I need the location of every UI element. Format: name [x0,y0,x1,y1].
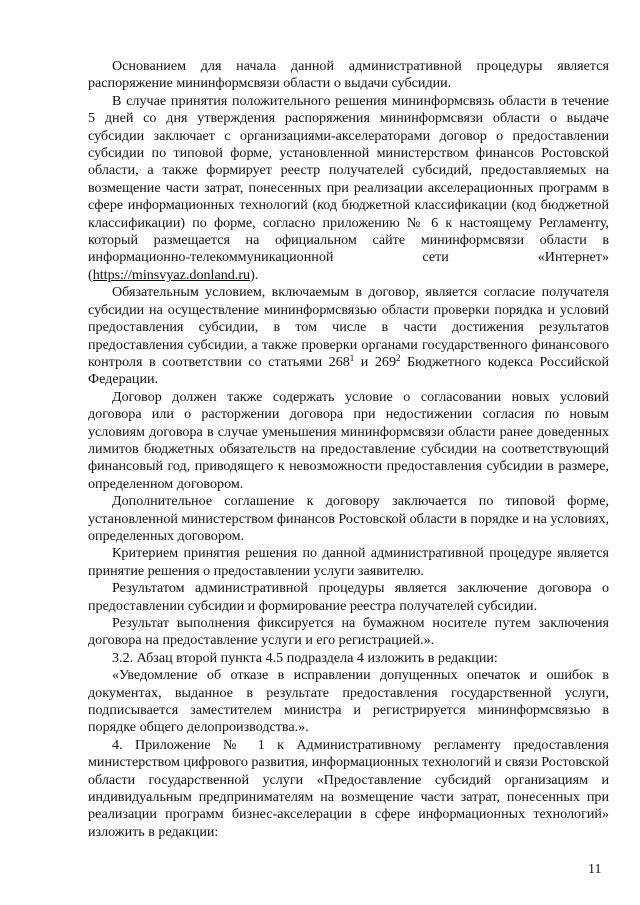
paragraph-positive-decision-tail: ). [250,266,259,283]
paragraph-procedure-result: Результатом административной процедуры является заключение договора о предоставлении субсидии и формирование реестра получателей субсидии. [88,580,609,614]
paragraph-positive-decision-text: В случае принятия положительного решения мининформсвязь области в течение 5 дней со дня утверждения распоряжения мининформсвязи области о выдаче субсидии заключает с организациями-акселераторами договор о предоставлении субсидии по типовой форме, установленной министерством финансов Ростовской области, а также формирует реестр получателей субсидий, предоставляемых на возмещение части затрат, понесенных при реализации акселерационных программ в сфере информационных технологий (код бюджетной классификации (код бюджетной классификации) по форме, согласно приложению № 6 к настоящему Регламенту, который размещается на официальном сайте мининформсвязи области в информационно-телекоммуникационной сети «Интернет» ( [88,92,609,283]
page-number: 11 [588,862,602,877]
paragraph-mandatory-condition-text: Обязательным условием, включаемым в договор, является согласие получателя субсидии на осуществление мининформсвязью области проверки порядка и условий предоставления субсидии, в том числе в части достижения результатов предоставления субсидии, а также проверки органами государственного финансового контроля в соответствии со статьями 268 [88,284,609,370]
paragraph-decision-criterion: Критерием принятия решения по данной административной процедуре является принятие решения о предоставлении услуги заявителю. [88,545,609,579]
paragraph-result-recording: Результат выполнения фиксируется на бумажном носителе путем заключения договора на предоставление услуги и его регистрацией.». [88,615,609,649]
paragraph-refusal-notice: «Уведомление об отказе в исправлении допущенных опечаток и ошибок в документах, выданное в результате предоставления государственной услуги, подписывается заместителем министра и регистрируется мининформсвязью в порядке общего делопроизводства.». [88,667,609,736]
paragraph-item-4: 4. Приложение № 1 к Административному регламенту предоставления министерством цифрового развития, информационных технологий и связи Ростовской области государственной услуги «Предоставление субсидий организациям и индивидуальным предпринимателям на возмещение части затрат, понесенных при реализации программ бизнес-акселерации в сфере информационных технологий» изложить в редакции: [88,736,609,840]
paragraph-mandatory-condition-tail: Бюджетного кодекса Российской Федерации. [88,353,610,388]
paragraph-mandatory-condition [88,284,609,388]
article-superscript-2: 2 [396,352,401,363]
paragraph-positive-decision [88,93,609,284]
article-superscript-1: 1 [349,352,355,363]
document-body [88,58,609,841]
paragraph-contract-conditions: Договор должен также содержать условие о согласовании новых условий договора или о расторжении договора при недостижении согласия по новым условиям договора в случае уменьшения мининформсвязи области ранее доведенных лимитов бюджетных обязательств на предоставление субсидии на соответствующий финансовый год, приводящего к невозможности предоставления субсидии в размере, определенном договором. [88,388,609,492]
paragraph-basis: Основанием для начала данной административной процедуры является распоряжение мининформсвязи области о выдачи субсидии. [88,58,609,92]
paragraph-additional-agreement: Дополнительное соглашение к договору заключается по типовой форме, установленной министерством финансов Ростовской области в порядке и на условиях, определенных договором. [88,493,610,544]
minsvyaz-website-link[interactable]: https://minsvyaz.donland.ru [92,266,251,283]
paragraph-mandatory-condition-mid: и 269 [354,353,397,370]
paragraph-item-3-2: 3.2. Абзац второй пункта 4.5 подраздела 4 изложить в редакции: [112,649,498,666]
